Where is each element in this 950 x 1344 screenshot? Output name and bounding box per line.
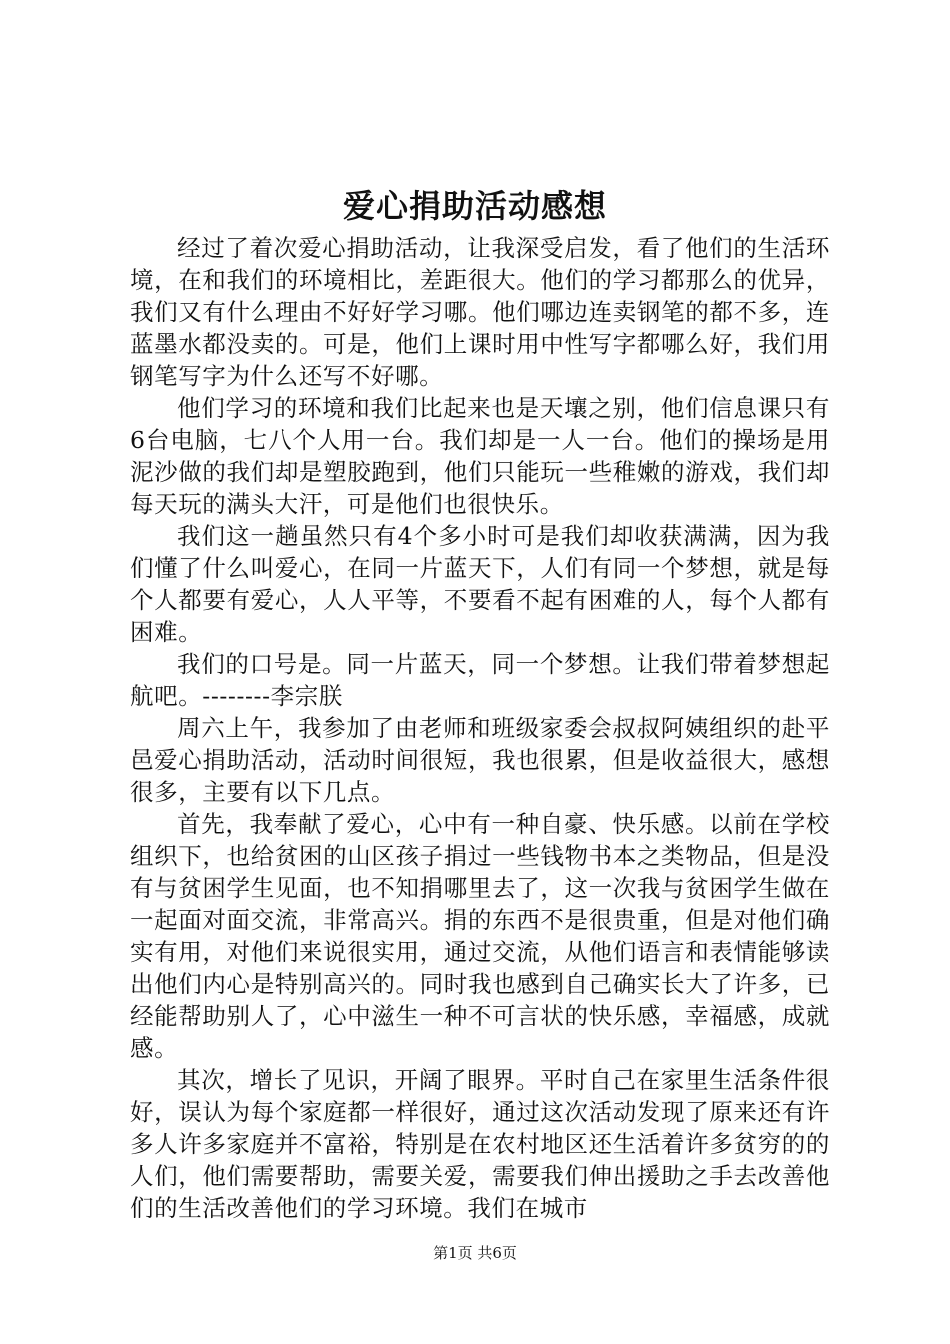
paragraph-4: 我们的口号是。同一片蓝天，同一个梦想。让我们带着梦想起航吧。--------李宗朕 [130, 650, 830, 710]
paragraph-6: 首先，我奉献了爱心，心中有一种自豪、快乐感。以前在学校组织下，也给贫困的山区孩子捐过一些钱物书本之类物品，但是没有与贫困学生见面，也不知捐哪里去了，这一次我与贫困学生做在一起面对面交流，非常高兴。捐的东西不是很贵重，但是对他们确实有用，对他们来说很实用，通过交流，从他们语言和表情能够读出他们内心是特别高兴的。同时我也感到自己确实长大了许多，已经能帮助别人了，心中滋生一种不可言状的快乐感，幸福感，成就感。 [130, 810, 830, 1062]
paragraph-1: 经过了着次爱心捐助活动，让我深受启发，看了他们的生活环境，在和我们的环境相比，差距很大。他们的学习都那么的优异，我们又有什么理由不好好学习哪。他们哪边连卖钢笔的都不多，连蓝墨水都没卖的。可是，他们上课时用中性写字都哪么好，我们用钢笔写字为什么还写不好哪。 [130, 234, 830, 390]
paragraph-7: 其次，增长了见识，开阔了眼界。平时自己在家里生活条件很好，误认为每个家庭都一样很好，通过这次活动发现了原来还有许多人许多家庭并不富裕，特别是在农村地区还生活着许多贫穷的的人们，他们需要帮助，需要关爱，需要我们伸出援助之手去改善他们的生活改善他们的学习环境。我们在城市 [130, 1066, 830, 1222]
page-number-footer: 第1页 共6页 [433, 1244, 517, 1262]
paragraph-3: 我们这一趟虽然只有4个多小时可是我们却收获满满，因为我们懂了什么叫爱心，在同一片蓝天下，人们有同一个梦想，就是每个人都要有爱心，人人平等，不要看不起有困难的人，每个人都有困难。 [130, 522, 830, 646]
document-title: 爱心捐助活动感想 [342, 187, 607, 225]
document-body [130, 232, 830, 1224]
paragraph-2: 他们学习的环境和我们比起来也是天壤之别，他们信息课只有6台电脑，七八个人用一台。我们却是一人一台。他们的操场是用泥沙做的我们却是塑胶跑到，他们只能玩一些稚嫩的游戏，我们却每天玩的满头大汗，可是他们也很快乐。 [130, 394, 830, 518]
paragraph-5: 周六上午，我参加了由老师和班级家委会叔叔阿姨组织的赴平邑爱心捐助活动，活动时间很短，我也很累，但是收益很大，感想很多，主要有以下几点。 [130, 714, 830, 806]
